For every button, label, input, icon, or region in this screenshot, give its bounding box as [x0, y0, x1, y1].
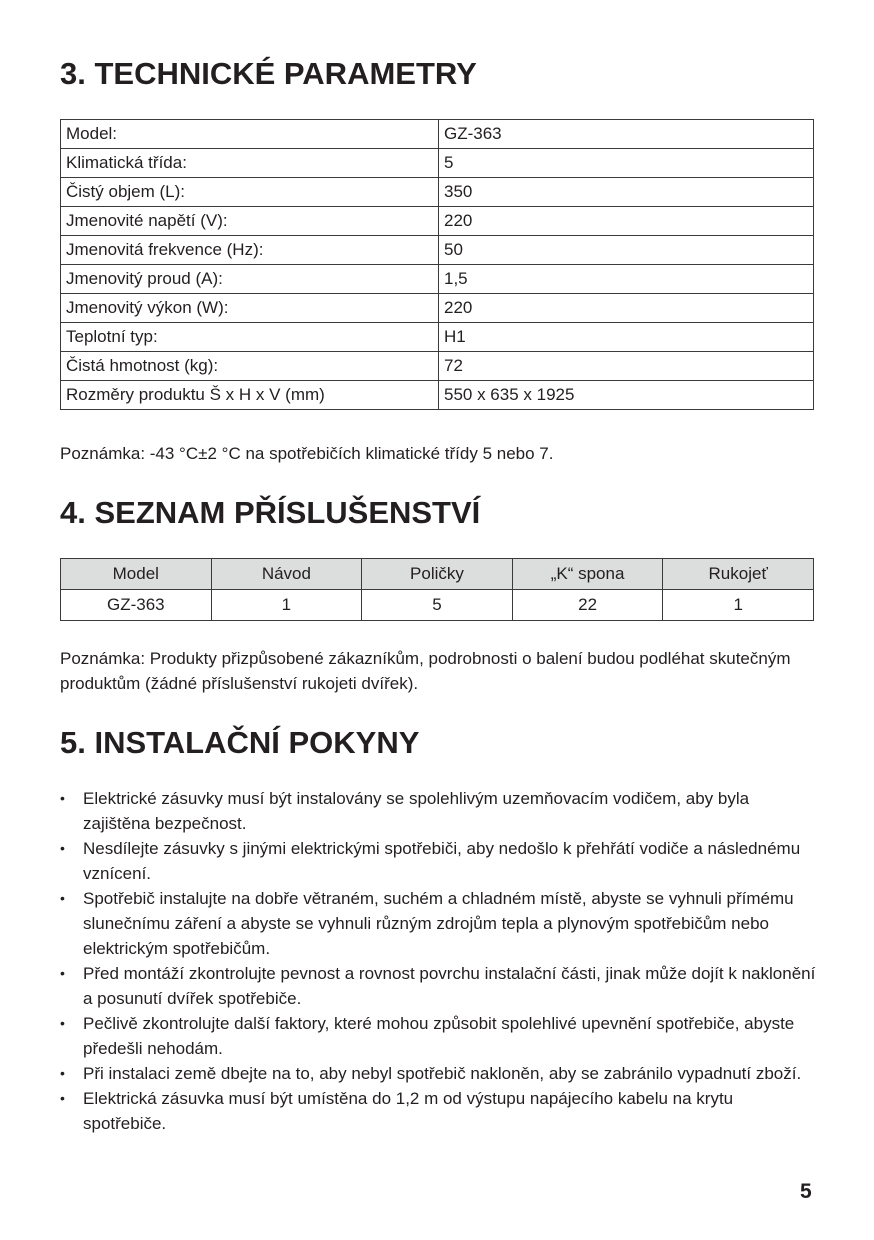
table-row — [61, 294, 814, 323]
list-item — [60, 961, 820, 1011]
param-label: Klimatická třída: — [61, 149, 439, 178]
param-value: 5 — [439, 149, 814, 178]
list-item — [60, 1011, 820, 1061]
cell-model: GZ-363 — [61, 590, 212, 621]
bullet-icon: • — [60, 1065, 65, 1081]
list-item — [60, 1061, 820, 1086]
param-value: 550 x 635 x 1925 — [439, 381, 814, 410]
param-label: Čistá hmotnost (kg): — [61, 352, 439, 381]
list-item — [60, 786, 820, 836]
section-heading-accessories: 4. SEZNAM PŘÍSLUŠENSTVÍ — [60, 495, 481, 530]
table-row — [61, 149, 814, 178]
table-row — [61, 352, 814, 381]
list-item-text: Spotřebič instalujte na dobře větraném, suchém a chladném místě, abyste se vyhnuli přímému slunečnímu záření a abyste se vyhnuli různým zdrojům tepla a plynovým spotřebičům nebo elektrickým spotřebičům. — [83, 889, 794, 958]
param-value: 350 — [439, 178, 814, 207]
table-header-row — [61, 559, 814, 590]
technical-note: Poznámka: -43 °C±2 °C na spotřebičích klimatické třídy 5 nebo 7. — [60, 444, 554, 463]
cell-shelves: 5 — [362, 590, 513, 621]
param-label: Model: — [61, 120, 439, 149]
param-value: 1,5 — [439, 265, 814, 294]
param-value: H1 — [439, 323, 814, 352]
bullet-icon: • — [60, 790, 65, 806]
cell-manual: 1 — [211, 590, 362, 621]
column-header-manual: Návod — [211, 559, 362, 590]
bullet-icon: • — [60, 1090, 65, 1106]
bullet-icon: • — [60, 840, 65, 856]
column-header-k-clip: „K“ spona — [512, 559, 663, 590]
list-item-text: Elektrická zásuvka musí být umístěna do 1,2 m od výstupu napájecího kabelu na krytu spotřebiče. — [83, 1089, 734, 1133]
technical-parameters-table — [60, 119, 814, 410]
column-header-shelves: Poličky — [362, 559, 513, 590]
table-row — [61, 381, 814, 410]
accessories-table — [60, 558, 814, 621]
param-label: Jmenovitý proud (A): — [61, 265, 439, 294]
list-item-text: Při instalaci země dbejte na to, aby nebyl spotřebič nakloněn, aby se zabránilo vypadnutí zboží. — [83, 1064, 802, 1083]
section-heading-installation: 5. INSTALAČNÍ POKYNY — [60, 725, 420, 760]
section-heading-technical-parameters: 3. TECHNICKÉ PARAMETRY — [60, 56, 477, 91]
table-row — [61, 207, 814, 236]
param-value: GZ-363 — [439, 120, 814, 149]
column-header-model: Model — [61, 559, 212, 590]
param-label: Jmenovitý výkon (W): — [61, 294, 439, 323]
table-row — [61, 178, 814, 207]
installation-instructions-list — [60, 786, 820, 1136]
param-label: Jmenovitá frekvence (Hz): — [61, 236, 439, 265]
param-value: 220 — [439, 294, 814, 323]
list-item-text: Elektrické zásuvky musí být instalovány se spolehlivým uzemňovacím vodičem, aby byla zajištěna bezpečnost. — [83, 789, 750, 833]
list-item — [60, 836, 820, 886]
table-row — [61, 265, 814, 294]
param-label: Teplotní typ: — [61, 323, 439, 352]
bullet-icon: • — [60, 890, 65, 906]
cell-handle: 1 — [663, 590, 814, 621]
list-item — [60, 886, 820, 961]
list-item-text: Nesdílejte zásuvky s jinými elektrickými spotřebiči, aby nedošlo k přehřátí vodiče a následnému vznícení. — [83, 839, 801, 883]
cell-k-clip: 22 — [512, 590, 663, 621]
param-value: 72 — [439, 352, 814, 381]
column-header-handle: Rukojeť — [663, 559, 814, 590]
accessories-note: Poznámka: Produkty přizpůsobené zákazníkům, podrobnosti o balení budou podléhat skutečným produktům (žádné příslušenství rukojeti dvířek). — [60, 649, 791, 693]
param-label: Rozměry produktu Š x H x V (mm) — [61, 381, 439, 410]
list-item-text: Před montáží zkontrolujte pevnost a rovnost povrchu instalační části, jinak může dojít k naklonění a posunutí dvířek spotřebiče. — [83, 964, 816, 1008]
param-label: Čistý objem (L): — [61, 178, 439, 207]
param-label: Jmenovité napětí (V): — [61, 207, 439, 236]
bullet-icon: • — [60, 965, 65, 981]
page-number: 5 — [800, 1180, 812, 1203]
param-value: 50 — [439, 236, 814, 265]
bullet-icon: • — [60, 1015, 65, 1031]
table-row — [61, 590, 814, 621]
param-value: 220 — [439, 207, 814, 236]
table-row — [61, 323, 814, 352]
list-item-text: Pečlivě zkontrolujte další faktory, které mohou způsobit spolehlivé upevnění spotřebiče, abyste předešli nehodám. — [83, 1014, 795, 1058]
table-row — [61, 236, 814, 265]
table-row — [61, 120, 814, 149]
list-item — [60, 1086, 820, 1136]
